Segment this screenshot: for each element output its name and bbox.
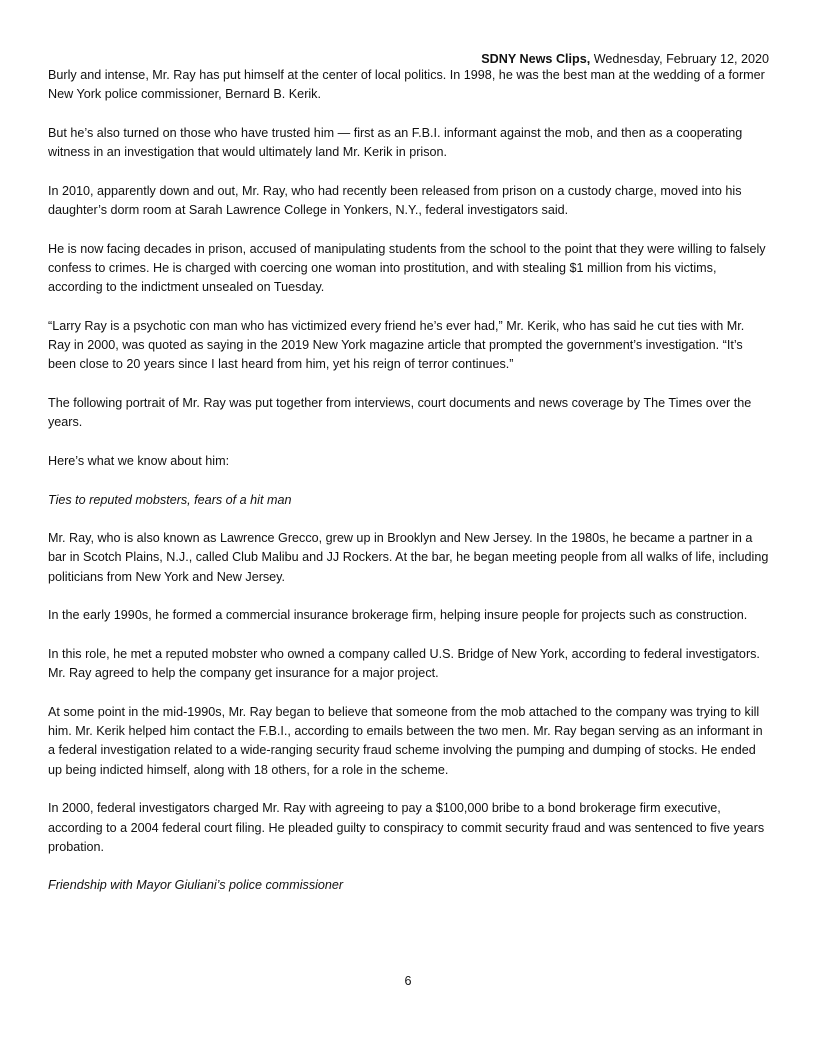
page-number: 6 [404,974,412,988]
body-paragraph: In the early 1990s, he formed a commercial insurance brokerage firm, helping insure people for projects such as construction. [48,608,748,623]
body-paragraph: Mr. Ray, who is also known as Lawrence Grecco, grew up in Brooklyn and New Jersey. In the 1980s, he became a partner in a bar in Scotch Plains, N.J., called Club Malibu and JJ Rockers. At the bar, he began meeting people from all walks of life, including politicians from New York and New Jersey. [48,531,769,584]
body-paragraph: “Larry Ray is a psychotic con man who has victimized every friend he’s ever had,” Mr. Kerik, who has said he cut ties with Mr. Ray in 2000, was quoted as saying in the 2019 New York magazine article that prompted the government’s investigation. “It’s been close to 20 years since I last heard from him, yet his reign of terror continues.” [48,318,745,372]
section-subhead: Ties to reputed mobsters, fears of a hit man [48,492,292,507]
body-paragraph: In 2000, federal investigators charged Mr. Ray with agreeing to pay a $100,000 bribe to a bond brokerage firm executive, according to a 2004 federal court filing. He pleaded guilty to conspiracy to commit security fraud and was sentenced to five years probation. [48,801,765,854]
body-paragraph: But he’s also turned on those who have trusted him — first as an F.B.I. informant against the mob, and then as a cooperating witness in an investigation that would ultimately land Mr. Kerik in prison. [48,125,743,160]
header-date: Wednesday, February 12, 2020 [590,52,769,66]
body-paragraph: Here’s what we know about him: [48,453,230,468]
body-paragraph: At some point in the mid-1990s, Mr. Ray began to believe that someone from the mob attached to the company was trying to kill him. Mr. Kerik helped him contact the F.B.I., according to emails between the two men. Mr. Ray began serving as an informant in a federal investigation related to a wide-ranging security fraud scheme involving the pumping and dumping of stocks. He ended up being indicted himself, along with 18 others, for a role in the scheme. [48,704,763,777]
section-subhead: Friendship with Mayor Giuliani’s police commissioner [48,878,344,893]
body-paragraph: In this role, he met a reputed mobster who owned a company called U.S. Bridge of New York, according to federal investigators. Mr. Ray agreed to help the company get insurance for a major project. [48,646,760,681]
body-paragraph: Burly and intense, Mr. Ray has put himself at the center of local politics. In 1998, he was the best man at the wedding of a former New York police commissioner, Bernard B. Kerik. [48,68,765,102]
body-paragraph: He is now facing decades in prison, accused of manipulating students from the school to the point that they were willing to falsely confess to crimes. He is charged with coercing one woman into prostitution, and with stealing $1 million from his victims, according to the indictment unsealed on Tuesday. [48,241,766,295]
body-paragraph: The following portrait of Mr. Ray was put together from interviews, court documents and news coverage by The Times over the years. [48,396,752,430]
header-source: SDNY News Clips, [481,52,591,66]
body-paragraph: In 2010, apparently down and out, Mr. Ray, who had recently been released from prison on a custody charge, moved into his daughter’s dorm room at Sarah Lawrence College in Yonkers, N.Y., federal investigators said. [48,183,742,218]
article-body [48,66,770,915]
